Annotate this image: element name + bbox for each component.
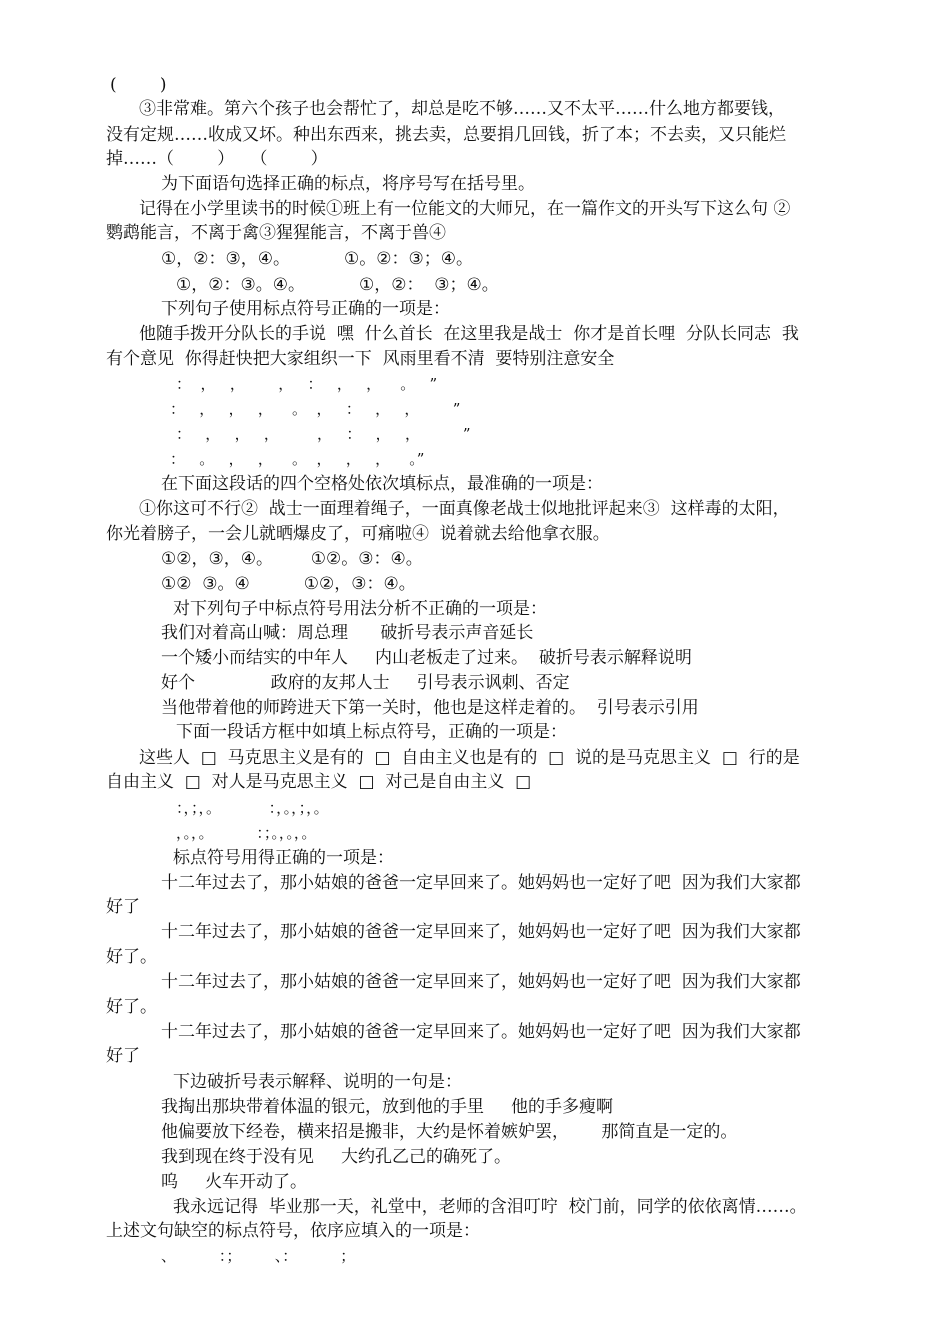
text-line: 十二年过去了，那小姑娘的爸爸一定早回来了，她妈妈也一定好了吧 因为我们大家都 <box>161 922 801 942</box>
text-line: 他偏要放下经卷，横来招是搬非，大约是怀着嫉妒罢， 那简直是一定的。 <box>161 1122 738 1142</box>
text-line: 他随手拨开分队长的手说 嘿 什么首长 在这里我是战士 你才是首长哩 分队长同志 我 <box>139 324 799 344</box>
option-line: ： ， ， ， ， ： ， ， ” <box>176 425 471 443</box>
text-line: 掉……（ ） （ ） <box>106 149 328 169</box>
text-line: 标点符号用得正确的一项是： <box>173 848 394 868</box>
text-line: 我永远记得 毕业那一天，礼堂中，老师的含泪叮咛 校门前，同学的依依离情……。 <box>173 1197 807 1217</box>
option-line: ： 。 ， ， 。 ， ， ， 。” <box>170 450 425 468</box>
text-line: 记得在小学里读书的时候①班上有一位能文的大师兄，在一篇作文的开头写下这么句 ② <box>139 199 791 219</box>
option-line: ，。，。 ：；。，。，。 <box>176 824 317 842</box>
text-line: ①②，③，④。 ①②。③：④。 <box>161 549 423 569</box>
text-line: 对下列句子中标点符号用法分析不正确的一项是： <box>173 599 547 619</box>
option-line: ： ， ， ， ： ， ， 。 ” <box>176 375 438 393</box>
text-line: 没有定规……收成又坏。种出东西来，挑去卖，总要捐几回钱，折了本；不去卖，又只能烂 <box>106 125 786 145</box>
text-line: 好了 <box>106 897 140 917</box>
text-line: ( ) <box>110 75 167 95</box>
option-line: ：，；，。 ：，。，；，。 <box>176 799 329 817</box>
text-line: 自由主义 □ 对人是马克思主义 □ 对己是自由主义 □ <box>106 772 532 792</box>
text-line: 下列句子使用标点符号正确的一项是： <box>161 299 450 319</box>
text-line: ①，②：③，④。 ①。②：③；④。 <box>161 249 473 269</box>
text-line: 好个 政府的友邦人士 引号表示讽刺、否定 <box>161 673 570 693</box>
text-line: 好了 <box>106 1046 140 1066</box>
text-line: 十二年过去了，那小姑娘的爸爸一定早回来了。她妈妈也一定好了吧 因为我们大家都 <box>161 873 801 893</box>
text-line: 十二年过去了，那小姑娘的爸爸一定早回来了，她妈妈也一定好了吧 因为我们大家都 <box>161 972 801 992</box>
text-line: 我掏出那块带着体温的银元，放到他的手里 他的手多瘦啊 <box>161 1097 614 1117</box>
text-line: 鹦鹉能言，不离于禽③猩猩能言，不离于兽④ <box>106 223 446 243</box>
text-line: ①② ③。④ ①②，③：④。 <box>161 574 416 594</box>
text-line: 我们对着高山喊：周总理 破折号表示声音延长 <box>161 623 534 643</box>
text-line: 你光着膀子，一会儿就晒爆皮了，可痛啦④ 说着就去给他拿衣服。 <box>106 524 610 544</box>
text-line: 下边破折号表示解释、说明的一句是： <box>173 1072 462 1092</box>
text-line: 有个意见 你得赶快把大家组织一下 风雨里看不清 要特别注意安全 <box>106 349 615 369</box>
text-line: ③非常难。第六个孩子也会帮忙了，却总是吃不够……又不太平……什么地方都要钱， <box>139 99 785 119</box>
text-line: 呜 火车开动了。 <box>161 1172 308 1192</box>
text-line: 我到现在终于没有见 大约孔乙己的确死了。 <box>161 1147 512 1167</box>
option-line: ： ， ， ， 。 ， ： ， ， ” <box>170 400 461 418</box>
text-line: 下面一段话方框中如填上标点符号，正确的一项是： <box>176 722 567 742</box>
text-line: 好了。 <box>106 997 157 1017</box>
text-line: 为下面语句选择正确的标点，将序号写在括号里。 <box>161 174 535 194</box>
text-line: 一个矮小而结实的中年人 内山老板走了过来。 破折号表示解释说明 <box>161 648 692 668</box>
text-line: 当他带着他的师跨进天下第一关时，他也是这样走着的。 引号表示引用 <box>161 698 699 718</box>
text-line: 这些人 □ 马克思主义是有的 □ 自由主义也是有的 □ 说的是马克思主义 □ 行的是 <box>139 748 800 768</box>
text-line: 在下面这段话的四个空格处依次填标点，最准确的一项是： <box>161 474 603 494</box>
text-line: 好了。 <box>106 947 157 967</box>
text-line: 上述文句缺空的标点符号，依序应填入的一项是： <box>106 1221 480 1241</box>
text-line: ①你这可不行② 战士一面理着绳子，一面真像老战士似地批评起来③ 这样毒的太阳， <box>139 499 790 519</box>
text-line: ①，②：③。④。 ①，②： ③；④。 <box>176 275 499 295</box>
text-line: 十二年过去了，那小姑娘的爸爸一定早回来了。她妈妈也一定好了吧 因为我们大家都 <box>161 1022 801 1042</box>
option-line: 、 ：； 、： ； <box>161 1247 356 1265</box>
